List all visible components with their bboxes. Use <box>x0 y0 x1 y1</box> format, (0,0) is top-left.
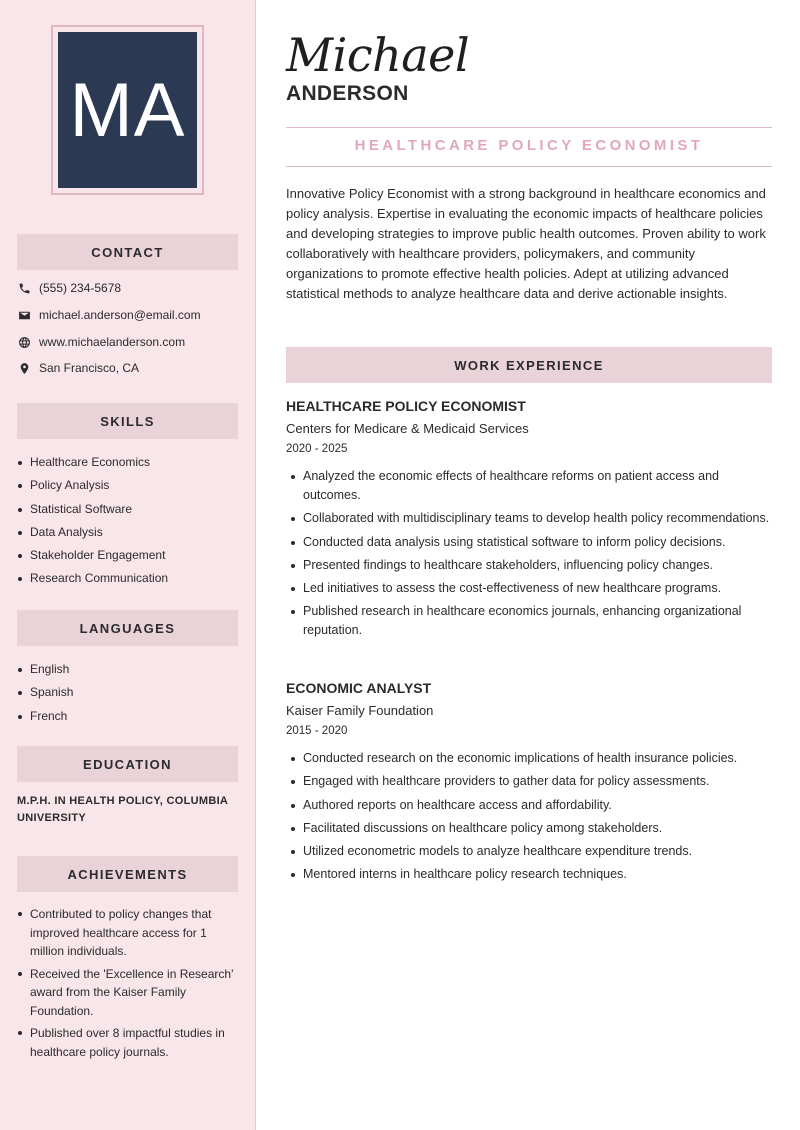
profile-summary: Innovative Policy Economist with a strong background in healthcare economics and policy analysis. Expertise in evaluating the economic impacts of healthcare policies and developing strategies to improve public health outcomes. Proven ability to work collaboratively with healthcare providers, policymakers, and community organizations to promote effective health policies. Adept at utilizing advanced statistical methods to analyze healthcare data and derive actionable insights. <box>286 186 766 302</box>
title-divider-bottom <box>286 166 772 167</box>
list-item: Presented findings to healthcare stakeholders, influencing policy changes. <box>286 556 772 575</box>
list-item: Research Communication <box>17 570 242 593</box>
list-item: Mentored interns in healthcare policy research techniques. <box>286 865 772 884</box>
contact-website-text: www.michaelanderson.com <box>39 335 186 349</box>
location-pin-icon <box>17 361 31 375</box>
contact-phone[interactable] <box>17 279 242 297</box>
job-title: HEALTHCARE POLICY ECONOMIST <box>354 137 704 154</box>
contact-email[interactable] <box>17 306 242 324</box>
monogram-initials: MA <box>58 32 197 188</box>
list-item: French <box>17 708 242 731</box>
languages-list <box>17 661 242 731</box>
skills-heading: SKILLS <box>17 403 238 439</box>
job-role: HEALTHCARE POLICY ECONOMIST <box>286 398 526 414</box>
list-item: Collaborated with multidisciplinary teams to develop health policy recommendations. <box>286 509 772 528</box>
first-name: Michael <box>286 28 470 82</box>
list-item: Conducted research on the economic implications of health insurance policies. <box>286 749 772 768</box>
list-item: Authored reports on healthcare access and affordability. <box>286 796 772 815</box>
job-dates: 2015 - 2020 <box>286 725 348 737</box>
list-item: Facilitated discussions on healthcare policy among stakeholders. <box>286 819 772 838</box>
list-item: Published research in healthcare economics journals, enhancing organizational reputation. <box>286 602 772 640</box>
contact-heading: CONTACT <box>17 234 238 270</box>
job-company: Kaiser Family Foundation <box>286 703 434 718</box>
list-item: Contributed to policy changes that improved healthcare access for 1 million individuals. <box>17 905 239 961</box>
job-entry-1 <box>286 398 772 645</box>
list-item: Conducted data analysis using statistical software to inform policy decisions. <box>286 533 772 552</box>
job-role: ECONOMIC ANALYST <box>286 680 432 696</box>
list-item: Statistical Software <box>17 501 242 524</box>
job-bullets <box>286 467 772 640</box>
list-item: Led initiatives to assess the cost-effectiveness of new healthcare programs. <box>286 579 772 598</box>
achievements-heading: ACHIEVEMENTS <box>17 856 238 892</box>
list-item: Data Analysis <box>17 524 242 547</box>
contact-website[interactable] <box>17 333 242 351</box>
contact-email-text: michael.anderson@email.com <box>39 308 201 322</box>
phone-icon <box>17 281 31 295</box>
list-item: Utilized econometric models to analyze healthcare expenditure trends. <box>286 842 772 861</box>
list-item: Policy Analysis <box>17 477 242 500</box>
contact-location-text: San Francisco, CA <box>39 361 140 375</box>
skills-list <box>17 454 242 594</box>
achievements-list <box>17 905 239 1065</box>
list-item: Stakeholder Engagement <box>17 547 242 570</box>
experience-heading: WORK EXPERIENCE <box>286 347 772 383</box>
list-item: English <box>17 661 242 684</box>
title-divider-top <box>286 127 772 128</box>
education-heading: EDUCATION <box>17 746 238 782</box>
list-item: Spanish <box>17 684 242 707</box>
job-bullets <box>286 749 772 884</box>
job-dates: 2020 - 2025 <box>286 443 348 455</box>
job-entry-2 <box>286 680 772 889</box>
list-item: Healthcare Economics <box>17 454 242 477</box>
list-item: Analyzed the economic effects of healthcare reforms on patient access and outcomes. <box>286 467 772 505</box>
monogram-frame <box>51 25 204 195</box>
globe-icon <box>17 335 31 349</box>
languages-heading: LANGUAGES <box>17 610 238 646</box>
list-item: Published over 8 impactful studies in healthcare policy journals. <box>17 1024 239 1061</box>
list-item: Engaged with healthcare providers to gather data for policy assessments. <box>286 772 772 791</box>
contact-phone-text: (555) 234-5678 <box>39 281 122 295</box>
education-degree: M.P.H. IN HEALTH POLICY, COLUMBIA UNIVERSITY <box>17 795 228 824</box>
job-company: Centers for Medicare & Medicaid Services <box>286 421 529 436</box>
contact-location <box>17 359 242 377</box>
mail-icon <box>17 308 31 322</box>
list-item: Received the 'Excellence in Research' award from the Kaiser Family Foundation. <box>17 965 239 1021</box>
last-name: ANDERSON <box>286 82 409 105</box>
sidebar <box>0 0 256 1130</box>
